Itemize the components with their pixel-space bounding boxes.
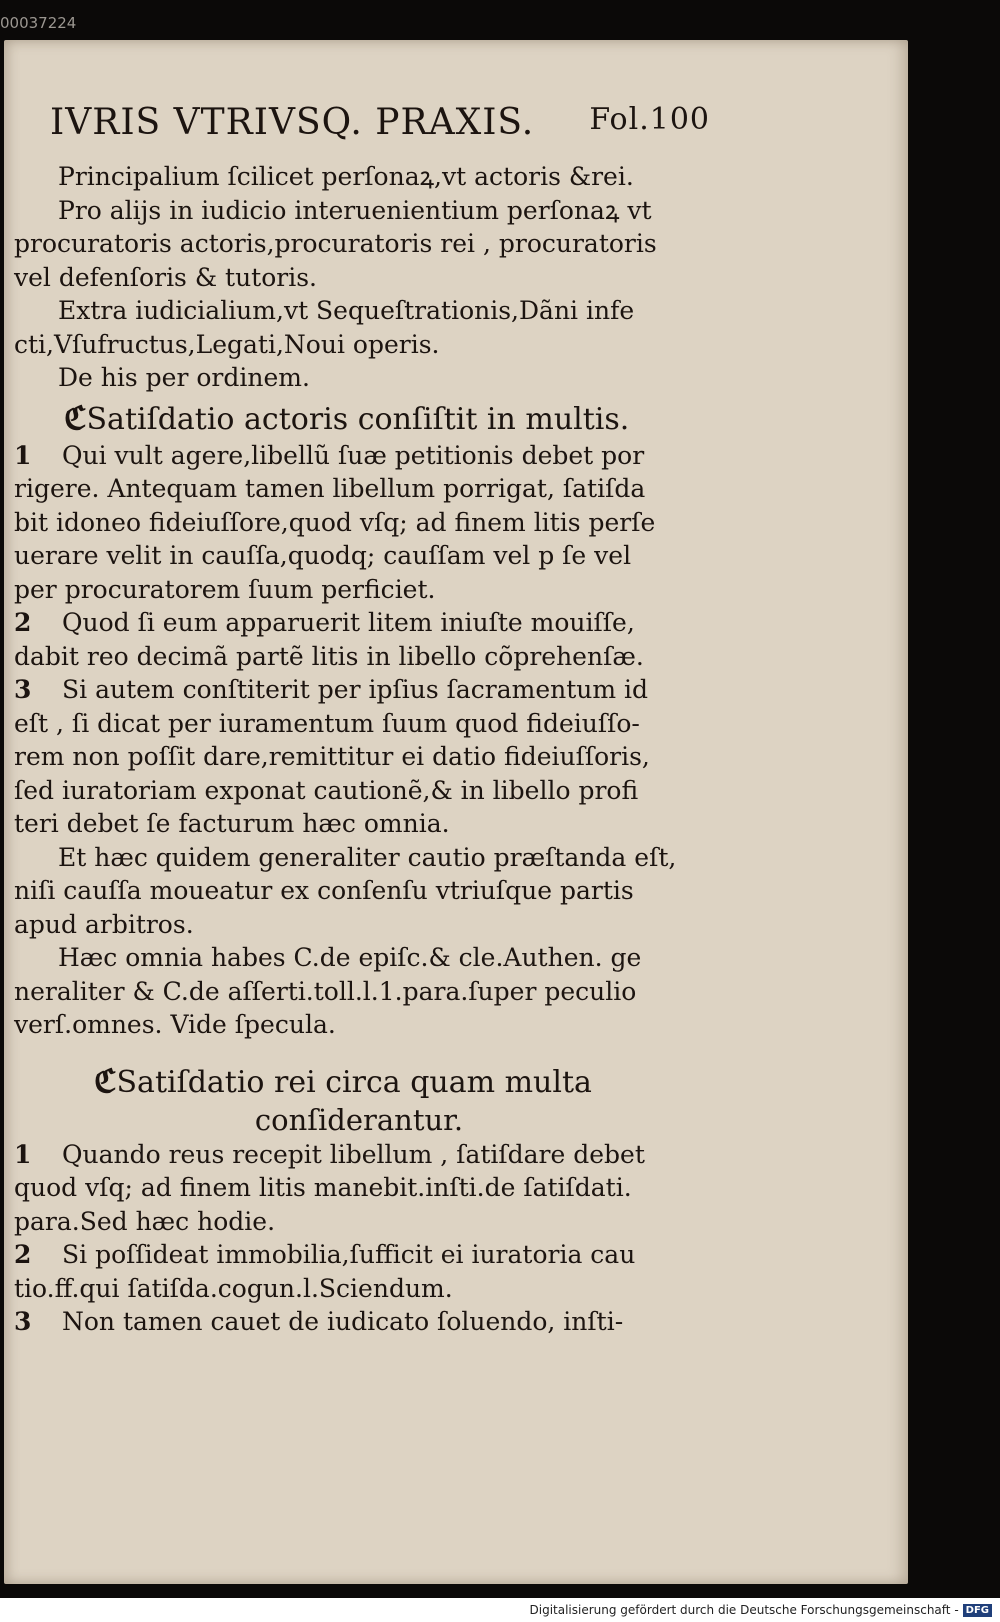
text-line: rem non poſſit dare,remittitur ei datio fideiuſſoris, (14, 742, 650, 771)
page-text (14, 160, 704, 1339)
text-line: Pro alijs in iudicio interuenientium perſonaꝝ vt (58, 195, 652, 225)
text-line: vel defenſoris & tutoris. (14, 262, 318, 292)
line-number: 2 (14, 608, 32, 637)
pilcrow-icon: ℭ (94, 1061, 117, 1100)
text-line: para.Sed hæc hodie. (14, 1206, 276, 1236)
numbered-line (14, 673, 704, 707)
intro-paragraphs (14, 160, 704, 395)
line-text: Si poſſideat immobilia,ſufficit ei iuratoria cau (62, 1240, 636, 1269)
numbered-line (14, 606, 704, 640)
section-heading-continuation: conſiderantur. (254, 1102, 464, 1137)
line-text: Non tamen cauet de iudicato ſoluendo, inſti- (62, 1307, 624, 1336)
line-text: Si autem conſtiterit per ipſius ſacramentum id (62, 675, 649, 704)
section-1-body (14, 439, 704, 1042)
folio-number: Fol.100 (589, 102, 710, 137)
text-line: procuratoris actoris,procuratoris rei , procuratoris (14, 229, 657, 258)
dfg-logo-icon: DFG (963, 1604, 992, 1617)
numbered-line (14, 1238, 704, 1272)
text-line: tio.ff.qui ſatiſda.cogun.l.Sciendum. (14, 1273, 453, 1303)
section-heading-text: Satiſdatio actoris conſiſtit in multis. (86, 401, 630, 437)
text-line: Et hæc quidem generaliter cautio præſtanda eſt, (58, 842, 677, 872)
text-line: uerare velit in cauſſa,quodq; cauſſam vel p ſe vel (14, 541, 632, 570)
text-line: apud arbitros. (14, 909, 194, 939)
section-2-body (14, 1138, 704, 1339)
text-line: Principalium ſcilicet perſonaꝝ,vt actoris &rei. (58, 162, 634, 191)
text-line: Extra iudicialium,vt Sequeſtrationis,Dãni infe (58, 296, 635, 325)
line-number: 2 (14, 1240, 32, 1269)
section-heading-text: Satiſdatio rei circa quam multa (116, 1064, 592, 1100)
text-line: verſ.omnes. Vide ſpecula. (14, 1010, 336, 1039)
numbered-line (14, 1305, 704, 1339)
text-line: Hæc omnia habes C.de epiſc.& cle.Authen. ge (58, 943, 642, 972)
running-head (50, 102, 710, 143)
text-line: niſi cauſſa moueatur ex conſenſu vtriuſque partis (14, 876, 634, 905)
section-heading (14, 399, 704, 439)
text-line: neraliter & C.de aſſerti.toll.l.1.para.ſuper peculio (14, 976, 637, 1006)
text-line: cti,Vſufructus,Legati,Noui operis. (14, 329, 440, 359)
line-text: Quando reus recepit libellum , ſatiſdare debet (62, 1139, 645, 1169)
line-text: Quod ſi eum apparuerit litem iniuſte mouiſſe, (62, 608, 635, 637)
line-text: Qui vult agere,libellũ ſuæ petitionis debet por (62, 440, 645, 470)
line-number: 1 (14, 440, 32, 470)
footer-bar (0, 1598, 1000, 1622)
numbered-line (14, 439, 704, 473)
funding-notice: Digitalisierung gefördert durch die Deutsche Forschungsgemeinschaft - (529, 1603, 959, 1617)
numbered-line (14, 1138, 704, 1172)
text-line: ſed iuratoriam exponat cautionẽ,& in libello profi (14, 775, 639, 805)
text-line: dabit reo decimã partẽ litis in libello cõprehenſæ. (14, 641, 644, 671)
line-number: 1 (14, 1139, 32, 1169)
pilcrow-icon: ℭ (64, 398, 87, 437)
line-number: 3 (14, 1307, 32, 1336)
text-line: bit idoneo fideiuſſore,quod vſq; ad finem litis perſe (14, 507, 656, 537)
running-head-title: IVRIS VTRIVSQ. PRAXIS. (50, 102, 535, 143)
spacer (14, 1042, 704, 1058)
text-line: per procuratorem ſuum perficiet. (14, 574, 436, 604)
section-heading (14, 1062, 704, 1102)
text-line: rigere. Antequam tamen libellum porrigat, ſatiſda (14, 474, 646, 503)
text-line: quod vſq; ad finem litis manebit.inſti.de ſatiſdati. (14, 1173, 632, 1202)
text-line: De his per ordinem. (58, 363, 310, 392)
line-number: 3 (14, 675, 32, 704)
text-line: eſt , ſi dicat per iuramentum ſuum quod fideiuſſo- (14, 708, 640, 738)
scan-id-label: 00037224 (0, 14, 77, 32)
text-line: teri debet ſe facturum hæc omnia. (14, 809, 450, 838)
